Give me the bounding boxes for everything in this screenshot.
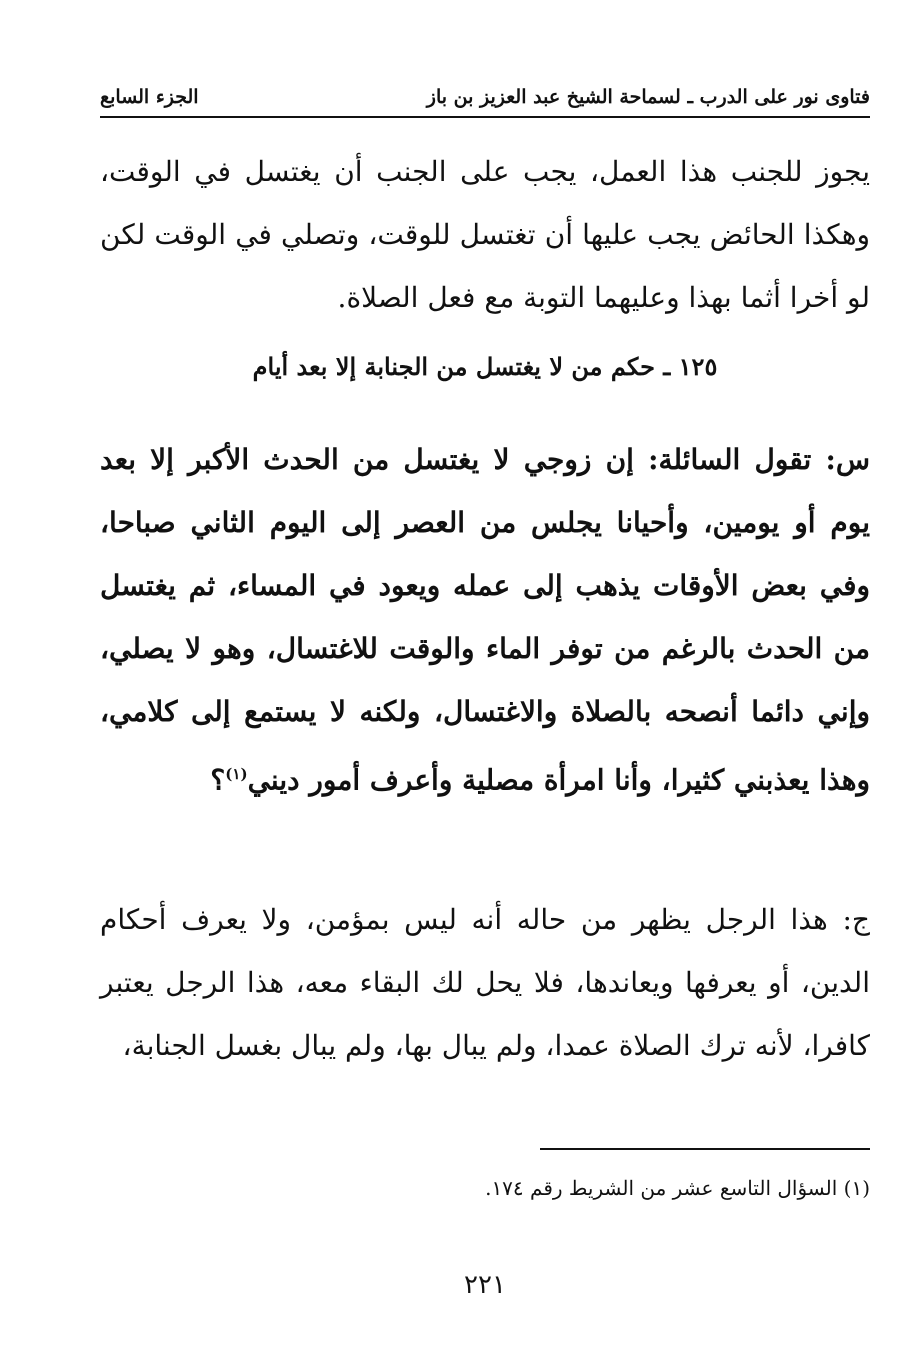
section-heading: ١٢٥ ـ حكم من لا يغتسل من الجنابة إلا بعد أيام bbox=[252, 352, 718, 381]
question-paragraph bbox=[100, 428, 870, 811]
page-number: ٢٢١ bbox=[464, 1270, 506, 1300]
question-end-mark: ؟ bbox=[210, 763, 226, 797]
footnote-separator bbox=[540, 1148, 870, 1150]
intro-paragraph: يجوز للجنب هذا العمل، يجب على الجنب أن يغتسل في الوقت، وهكذا الحائض يجب عليها أن تغتسل للوقت، وتصلي في الوقت لكن لو أخرا أثما بهذا وعليهما التوبة مع فعل الصلاة. bbox=[100, 155, 870, 314]
book-title: فتاوى نور على الدرب ـ لسماحة الشيخ عبد العزيز بن باز bbox=[426, 86, 870, 108]
footnote: (١) السؤال التاسع عشر من الشريط رقم ١٧٤. bbox=[485, 1176, 870, 1200]
question-label: س: bbox=[811, 443, 871, 476]
answer-paragraph bbox=[100, 888, 870, 1077]
running-header bbox=[100, 84, 870, 118]
document-page bbox=[100, 0, 870, 1358]
question-text: تقول السائلة: إن زوجي لا يغتسل من الحدث الأكبر إلا بعد يوم أو يومين، وأحيانا يجلس من العصر إلى اليوم الثاني صباحا، وفي بعض الأوقات يذهب إلى عمله ويعود في المساء، ثم يغتسل من الحدث بالرغم من توفر الماء والوقت للاغتسال، وهو لا يصلي، وإني دائما أنصحه بالصلاة والاغتسال، ولكنه لا يستمع إلى كلامي، وهذا يعذبني كثيرا، وأنا امرأة مصلية وأعرف أمور ديني bbox=[100, 443, 870, 797]
answer-label: ج: bbox=[827, 903, 870, 936]
part-title: الجزء السابع bbox=[100, 86, 199, 108]
answer-text: هذا الرجل يظهر من حاله أنه ليس بمؤمن، ولا يعرف أحكام الدين، أو يعرفها ويعاندها، فلا يحل لك البقاء معه، هذا الرجل يعتبر كافرا، لأنه ترك الصلاة عمدا، ولم يبال بها، ولم يبال بغسل الجنابة، bbox=[100, 903, 870, 1062]
footnote-reference[interactable]: (١) bbox=[225, 765, 248, 783]
